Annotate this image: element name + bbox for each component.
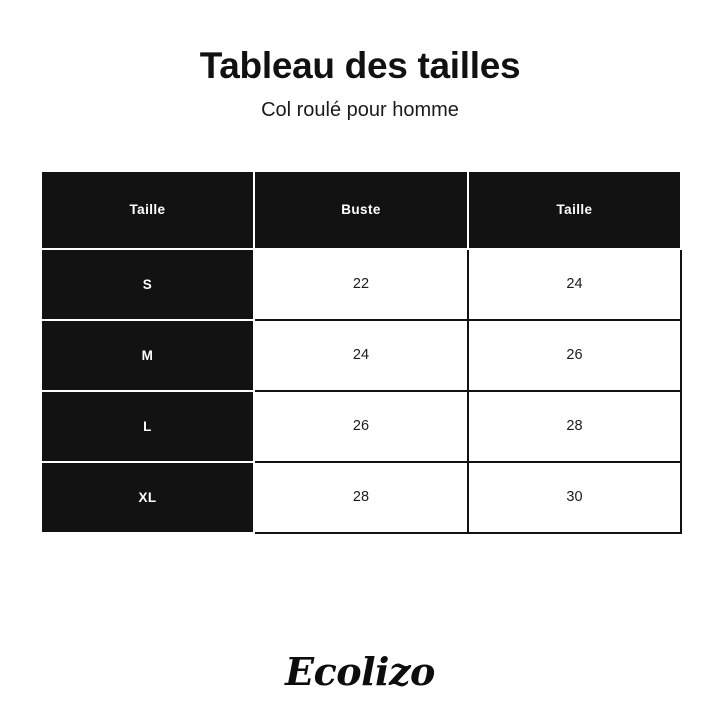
row-size-label: M xyxy=(41,320,254,391)
row-taille-value: 30 xyxy=(468,462,681,533)
table-row xyxy=(41,462,681,533)
table-header xyxy=(41,171,681,249)
row-buste-value: 22 xyxy=(254,249,468,320)
row-size-label: XL xyxy=(41,462,254,533)
brand-logo: Ecolizo xyxy=(285,649,435,694)
row-taille-value: 24 xyxy=(468,249,681,320)
row-taille-value: 26 xyxy=(468,320,681,391)
row-buste-value: 26 xyxy=(254,391,468,462)
row-size-label: L xyxy=(41,391,254,462)
table-header-row xyxy=(41,171,681,249)
table-row xyxy=(41,391,681,462)
column-header-size: Taille xyxy=(41,171,254,249)
row-buste-value: 24 xyxy=(254,320,468,391)
size-table-container xyxy=(40,170,680,534)
column-header-taille: Taille xyxy=(468,171,681,249)
page-title: Tableau des tailles xyxy=(199,45,521,86)
page-subtitle: Col roulé pour homme xyxy=(261,98,459,121)
row-taille-value: 28 xyxy=(468,391,681,462)
row-size-label: S xyxy=(41,249,254,320)
table-row xyxy=(41,320,681,391)
table-row xyxy=(41,249,681,320)
size-table xyxy=(40,170,682,534)
column-header-buste: Buste xyxy=(254,171,468,249)
table-body xyxy=(41,249,681,533)
row-buste-value: 28 xyxy=(254,462,468,533)
